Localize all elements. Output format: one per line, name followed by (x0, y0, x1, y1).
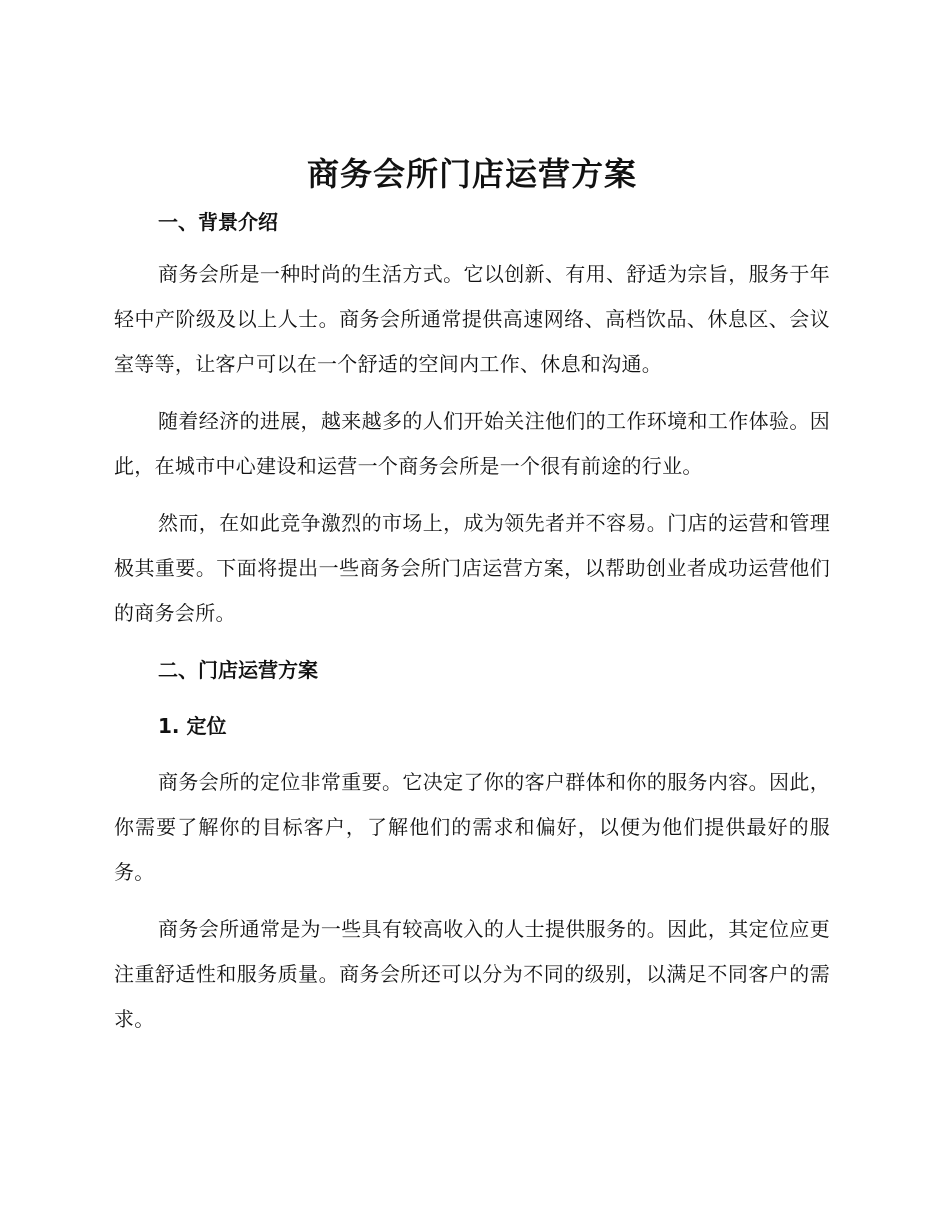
document-title: 商务会所门店运营方案 (306, 155, 637, 193)
paragraph: 商务会所通常是为一些具有较高收入的人士提供服务的。因此，其定位应更注重舒适性和服务质量。商务会所还可以分为不同的级别，以满足不同客户的需求。 (114, 917, 830, 1031)
subsection-heading-positioning: 1. 定位 (158, 714, 227, 738)
paragraph: 随着经济的进展，越来越多的人们开始关注他们的工作环境和工作体验。因此，在城市中心建设和运营一个商务会所是一个很有前途的行业。 (114, 409, 830, 478)
spacer (114, 636, 830, 648)
spacer (114, 489, 830, 501)
spacer (114, 692, 830, 704)
spacer (114, 895, 830, 907)
section-heading-background: 一、背景介绍 (158, 210, 278, 234)
spacer (114, 244, 830, 252)
paragraph: 然而，在如此竞争激烈的市场上，成为领先者并不容易。门店的运营和管理极其重要。下面将提出一些商务会所门店运营方案，以帮助创业者成功运营他们的商务会所。 (114, 511, 830, 625)
document-page (114, 148, 830, 1042)
spacer (114, 748, 830, 760)
paragraph: 商务会所是一种时尚的生活方式。它以创新、有用、舒适为宗旨，服务于年轻中产阶级及以上人士。商务会所通常提供高速网络、高档饮品、休息区、会议室等等，让客户可以在一个舒适的空间内工作、休息和沟通。 (114, 262, 830, 376)
spacer (114, 387, 830, 399)
paragraph: 商务会所的定位非常重要。它决定了你的客户群体和你的服务内容。因此，你需要了解你的目标客户，了解他们的需求和偏好，以便为他们提供最好的服务。 (114, 770, 830, 884)
section-heading-operation-plan: 二、门店运营方案 (158, 658, 318, 682)
